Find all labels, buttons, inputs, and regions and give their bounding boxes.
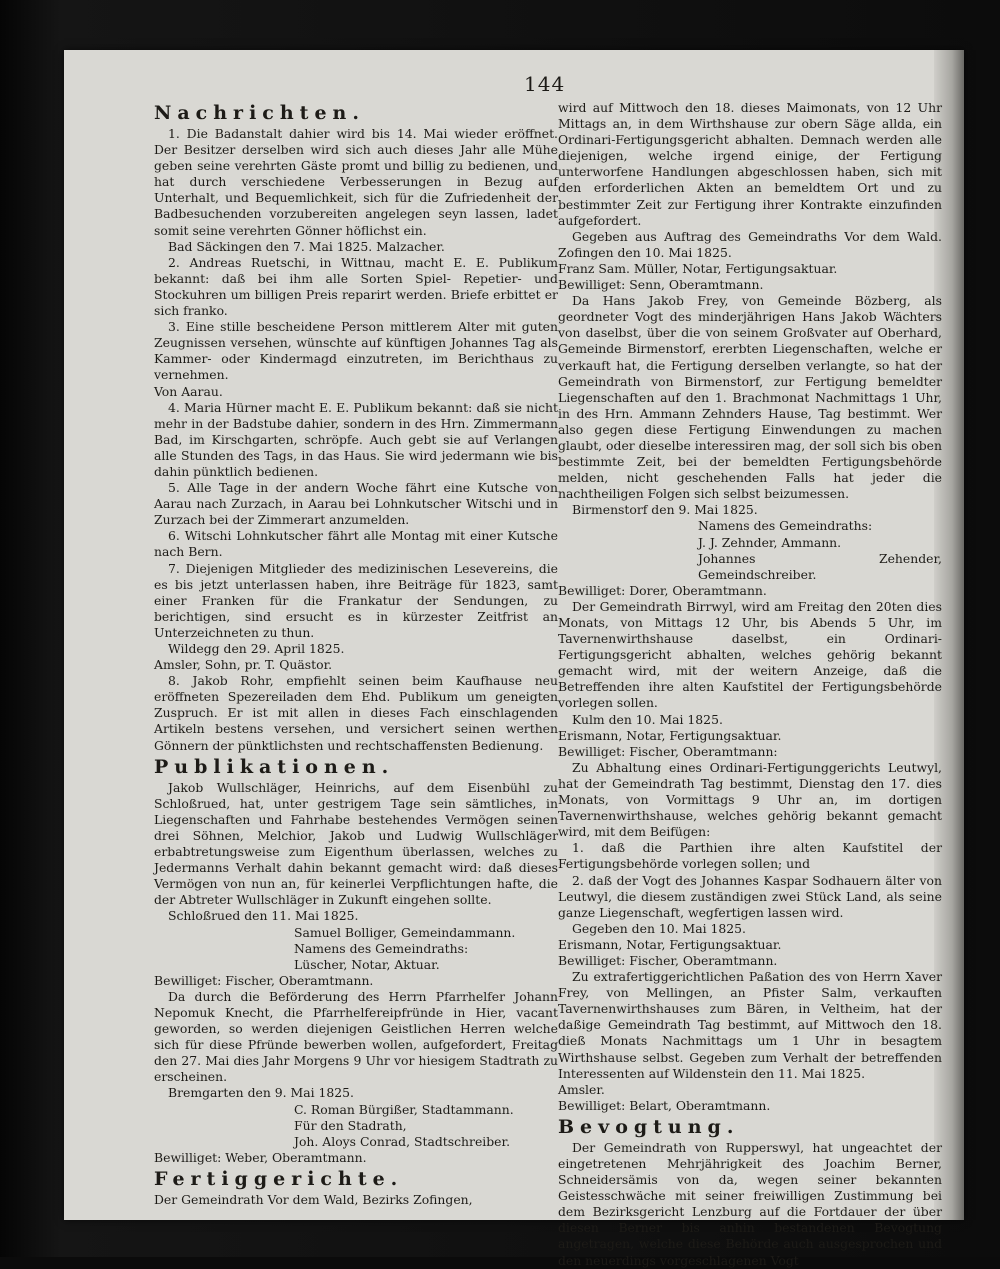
text-paragraph: Da durch die Beförderung des Herrn Pfarrhelfer Johann Nepomuk Knecht, die Pfarrhelfereipfründe in Hier, vacant geworden, so werden diejenigen Geistlichen Herren welche sich für diese Pfründe bewerben wollen, aufgefordert, Freitag den 27. Mai dies Jahr Morgens 9 Uhr vor hiesigem Stadtrath zu erscheinen. — [154, 988, 558, 1085]
text-paragraph: Der Gemeindrath Vor dem Wald, Bezirks Zofingen, — [154, 1191, 473, 1207]
text-paragraph: Schloßrued den 11. Mai 1825. — [168, 908, 359, 924]
text-paragraph: C. Roman Bürgißer, Stadtammann. — [294, 1101, 514, 1117]
text-paragraph: 3. Eine stille bescheidene Person mittlerem Alter mit guten Zeugnissen versehen, wünschte auf künftigen Johannes Tag als Kammer- oder Kindermagd einzutreten, im Berichthaus zu vernehmen. — [154, 319, 558, 383]
newspaper-page — [64, 50, 964, 1268]
text-paragraph: Wildegg den 29. April 1825. — [168, 641, 345, 656]
text-paragraph: 4. Maria Hürner macht E. E. Publikum bekannt: daß sie nicht mehr in der Badstube dahier, sondern in des Hrn. Zimmermann Bad, im Kirschgarten, schröpfe. Auch gebt sie auf Verlangen alle Stunden des Tags, in das Haus. Sie wird jedermann wie bis dahin pünktlich bedienen. — [154, 399, 558, 479]
text-paragraph: Für den Stadrath, — [294, 1117, 407, 1133]
text-paragraph: wird auf Mittwoch den 18. dieses Maimonats, von 12 Uhr Mittags an, in dem Wirthshause zur obern Säge allda, ein Ordinari-Fertigungsgericht abhalten. Demnach werden alle diejenigen, welche irgend einige, der Fertigung unterworfene Handlungen abgeschlossen haben, sich mit den erforderlichen Akten an bemeldtem Ort und zu bestimmter Zeit zur Fertigung ihrer Kontrakte einzufinden aufgefordert. — [558, 100, 942, 228]
text-paragraph: Bewilliget: Fischer, Oberamtmann. — [154, 972, 374, 988]
section-heading: Nachrichten. — [154, 102, 365, 124]
text-paragraph: 1. daß die Parthien ihre alten Kaufstitel der Fertigungsbehörde vorlegen sollen; und — [558, 840, 942, 872]
section-heading: Bevogtung. — [558, 1115, 740, 1138]
text-paragraph: Bewilliget: Fischer, Oberamtmann: — [558, 743, 778, 759]
text-paragraph: Jakob Wullschläger, Heinrichs, auf dem Eisenbühl zu Schloßrued, hat, unter gestrigem Tage sein sämtliches, in Liegenschaften und Fahrhabe bestehendes Vermögen seinen drei Söhnen, Melchior, Jakob und Ludwig Wullschläger erbabtretungsweise zum Eigenthum überlassen, welches zu Jedermanns Verhalt dahin bekannt gemacht wird: daß dieses Vermögen von nun an, für keinerlei Verpflichtungen hafte, die der Abtreter Wullschläger in Zukunft eingehen sollte. — [154, 779, 558, 908]
text-paragraph: Gegeben aus Auftrag des Gemeindraths Vor dem Wald. Zofingen den 10. Mai 1825. — [558, 228, 942, 260]
text-paragraph: Franz Sam. Müller, Notar, Fertigungsaktuar. — [558, 260, 838, 276]
text-paragraph: Lüscher, Notar, Aktuar. — [294, 956, 440, 972]
text-paragraph: Da Hans Jakob Frey, von Gemeinde Bözberg, als geordneter Vogt des minderjährigen Hans Jakob Wächters von daselbst, über die von seinem Großvater auf Oberhard, Gemeinde Birmenstorf, ererbten Liegenschaften, welche er verkauft hat, die Fertigung derselben verlangte, so hat der Gemeindrath von Birmenstorf, zur Fertigung bemeldter Liegenschaften auf den 1. Brachmonat Nachmittags 1 Uhr, in des Hrn. Ammann Zehnders Hause, Tag bestimmt. Wer also gegen diese Fertigung Einwendungen zu machen glaubt, oder dieselbe interessiren mag, der soll sich bis oben bestimmte Zeit, bei der bemeldten Fertigungsbehörde melden, nicht geschehenden Falls hat jeder die nachtheiligen Folgen sich selbst beizumessen. — [558, 293, 942, 502]
text-paragraph: Kulm den 10. Mai 1825. — [572, 711, 723, 727]
text-paragraph: Joh. Aloys Conrad, Stadtschreiber. — [294, 1133, 511, 1149]
section-heading: Fertiggerichte. — [154, 1167, 404, 1190]
text-paragraph: J. J. Zehnder, Ammann. — [698, 534, 842, 550]
text-paragraph: Zu extrafertiggerichtlichen Paßation des von Herrn Xaver Frey, von Mellingen, an Pfister Salm, verkauften Tavernenwirthshauses zum Bären, in Veltheim, hat der daßige Gemeindrath Tag bestimmt, auf Mittwoch den 18. dieß Monats Nachmittags um 1 Uhr in besagtem Wirthshause selbst. Gegeben zum Verhalt der betreffenden Interessenten auf Wildenstein den 11. Mai 1825. — [558, 969, 942, 1081]
text-paragraph: Namens des Gemeindraths: — [698, 518, 873, 534]
right-column — [558, 100, 942, 1269]
section-heading: Publikationen. — [154, 755, 395, 778]
text-paragraph: Zu Abhaltung eines Ordinari-Fertigunggerichts Leutwyl, hat der Gemeindrath Tag bestimmt, Dienstag den 17. dies Monats, von Vormittags 9 Uhr an, im dortigen Tavernenwirthshause, welches gehörig bekannt gemacht wird, mit dem Beifügen: — [558, 759, 942, 840]
text-paragraph: 7. Diejenigen Mitglieder des medizinischen Lesevereins, die es bis jetzt unterlassen haben, ihre Beiträge für 1823, samt einer Franken für die Frankatur der Sendungen, zu berichtigen, sind ersucht es in kürzester Zeitfrist an Unterzeichneten zu thun. — [154, 560, 558, 640]
text-paragraph: Der Gemeindrath von Rupperswyl, hat ungeachtet der eingetretenen Mehrjährigkeit des Joachim Berner, Schneidersämis von da, wegen seiner bekannten Geistesschwäche mit seiner freiwilligen Zustimmung bei dem Bezirksgericht Lenzburg auf die Fortdauer der über diesen Berner bis anhin bestandenen Bevogtung angetragen, welche diese Behörde auch ausgesprochen und den neuerdings vorgeschlagenen Vogt — [558, 1139, 942, 1268]
text-paragraph: Amsler. — [558, 1081, 605, 1097]
text-paragraph: Bewilliget: Dorer, Oberamtmann. — [558, 582, 767, 598]
text-paragraph: Bewilliget: Fischer, Oberamtmann. — [558, 952, 778, 968]
text-paragraph: 5. Alle Tage in der andern Woche fährt eine Kutsche von Aarau nach Zurzach, in Aarau bei Lohnkutscher Witschi und in Zurzach bei der Zimmerart anzumelden. — [154, 480, 558, 528]
page-number: 144 — [524, 72, 566, 96]
text-paragraph: Bewilliget: Senn, Oberamtmann. — [558, 277, 764, 293]
text-paragraph: 1. Die Badanstalt dahier wird bis 14. Mai wieder eröffnet. Der Besitzer derselben wird sich auch dieses Jahr alle Mühe geben seine verehrten Gäste promt und billig zu bedienen, und hat durch verschiedene Verbesserungen in Bezug auf Unterhalt, und Bequemlichkeit, sich für die Zufriedenheit der Badbesuchenden vorzubereiten angelegen seyn lassen, ladet somit seine verehrten Gönner höflichst ein. — [154, 126, 558, 238]
text-paragraph: Bremgarten den 9. Mai 1825. — [168, 1085, 354, 1101]
text-paragraph: 8. Jakob Rohr, empfiehlt seinen beim Kaufhause neu eröffneten Spezereiladen dem Ehd. Publikum um geneigten Zuspruch. Er ist mit allen in dieses Fach einschlagenden Artikeln bestens versehen, und versichert seinen werthen Gönnern der pünktlichsten und rechtschaffensten Bedienung. — [154, 673, 558, 753]
text-paragraph: Von Aarau. — [154, 383, 223, 399]
text-paragraph: Bad Säckingen den 7. Mai 1825. Malzacher. — [168, 238, 445, 254]
text-paragraph: Gegeben den 10. Mai 1825. — [572, 920, 746, 936]
text-paragraph: Samuel Bolliger, Gemeindammann. — [294, 924, 516, 940]
text-paragraph: Bewilliget: Belart, Oberamtmann. — [558, 1097, 771, 1113]
text-paragraph: 2. daß der Vogt des Johannes Kaspar Sodhauern älter von Leutwyl, die diesem zuständigen zwei Stück Land, als seine ganze Liegenschaft, wegfertigen lassen wird. — [558, 872, 942, 920]
text-paragraph: Der Gemeindrath Birrwyl, wird am Freitag den 20ten dies Monats, von Mittags 12 Uhr, bis Abends 5 Uhr, im Tavernenwirthshause daselbst, ein Ordinari-Fertigungsgericht abhalten, welches gehörig bekannt gemacht wird, mit der weitern Anzeige, daß die Betreffenden ihre alten Kaufstitel der Fertigungsbehörde vorlegen sollen. — [558, 598, 942, 711]
text-paragraph: Erismann, Notar, Fertigungsaktuar. — [558, 727, 782, 743]
text-paragraph: Birmenstorf den 9. Mai 1825. — [572, 502, 758, 518]
text-paragraph: 2. Andreas Ruetschi, in Wittnau, macht E. E. Publikum bekannt: daß bei ihm alle Sorten Spiel- Repetier- und Stockuhren um billigen Preis reparirt werden. Briefe erbittet er sich franko. — [154, 254, 558, 319]
text-paragraph: Amsler, Sohn, pr. T. Quästor. — [154, 657, 333, 673]
text-paragraph: 6. Witschi Lohnkutscher fährt alle Montag mit einer Kutsche nach Bern. — [154, 528, 558, 560]
text-paragraph: Bewilliget: Weber, Oberamtmann. — [154, 1149, 367, 1165]
text-paragraph: Namens des Gemeindraths: — [294, 940, 469, 956]
text-paragraph: Erismann, Notar, Fertigungsaktuar. — [558, 936, 782, 952]
text-paragraph: Johannes Zehender, Gemeindschreiber. — [698, 550, 942, 582]
left-column — [154, 100, 558, 1208]
